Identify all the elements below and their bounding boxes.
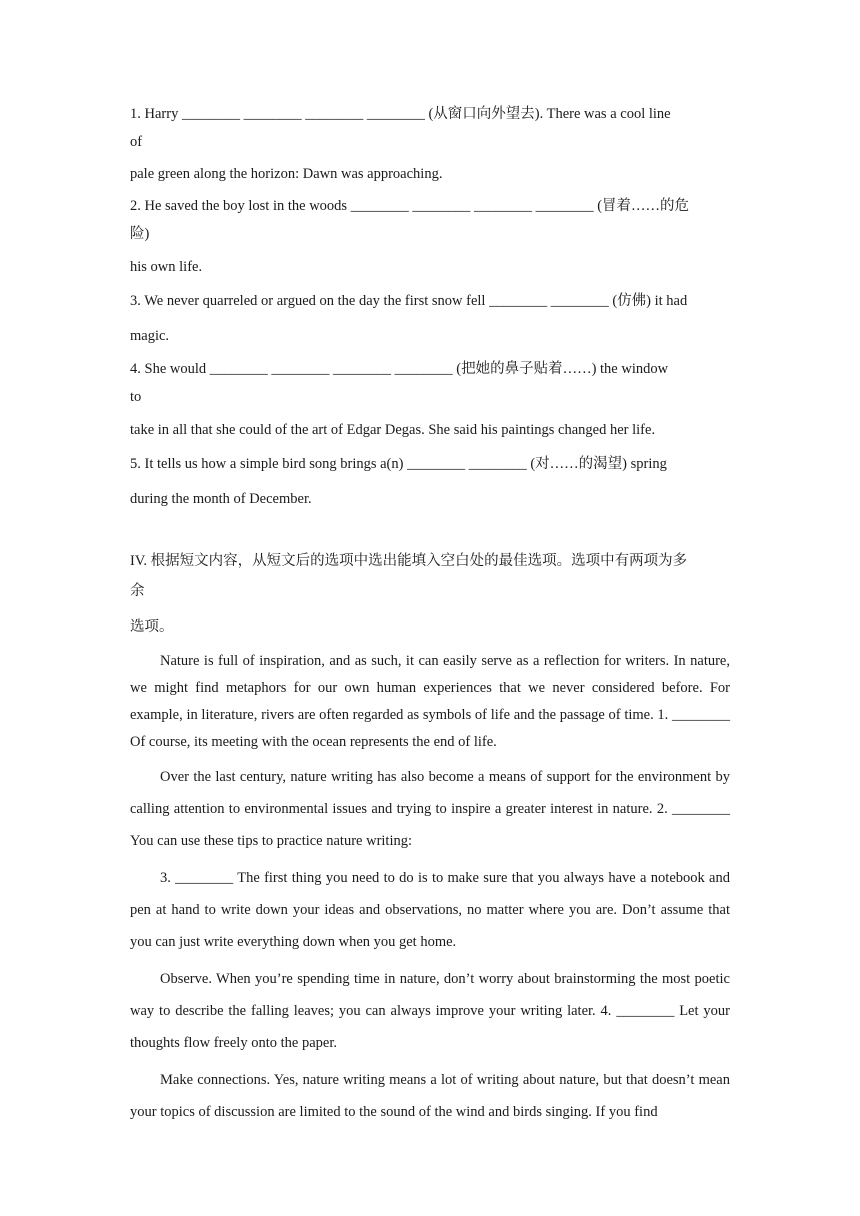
question-5 xyxy=(130,448,730,518)
passage xyxy=(130,648,730,1128)
question-4-line-3: take in all that she could of the art of Edgar Degas. She said his paintings changed her life. xyxy=(130,422,656,438)
question-3-line-1: 3. We never quarreled or argued on the day the first snow fell ________ ________ (仿佛) it had xyxy=(130,293,688,309)
document-page xyxy=(130,100,730,1133)
question-4-line-1: 4. She would ________ ________ ________ ________ (把她的鼻子贴着……) the window xyxy=(130,361,669,377)
section-4-title-line-1: IV. 根据短文内容，从短文后的选项中选出能填入空白处的最佳选项。选项中有两项为多 xyxy=(130,553,688,569)
section-4-title-line-3: 选项。 xyxy=(130,619,174,635)
section-4-heading xyxy=(130,546,730,642)
question-4 xyxy=(130,355,730,444)
passage-paragraph-2: Over the last century, nature writing has also become a means of support for the environment by calling attention to environmental issues and trying to inspire a greater interest in nature. 2. ________ You can use these tips to practice nature writing: xyxy=(130,769,730,849)
question-1 xyxy=(130,100,730,188)
question-4-line-2: to xyxy=(130,389,142,405)
question-1-line-3: pale green along the horizon: Dawn was approaching. xyxy=(130,166,443,182)
question-5-line-2: during the month of December. xyxy=(130,491,312,507)
question-5-line-1: 5. It tells us how a simple bird song brings a(n) ________ ________ (对……的渴望) spring xyxy=(130,456,667,472)
passage-paragraph-5: Make connections. Yes, nature writing means a lot of writing about nature, but that doesn’t mean your topics of discussion are limited to the sound of the wind and birds singing. If you find xyxy=(130,1072,730,1120)
section-4-title-line-2: 余 xyxy=(130,583,145,599)
question-3 xyxy=(130,285,730,355)
passage-paragraph-4: Observe. When you’re spending time in nature, don’t worry about brainstorming the most poetic way to describe the falling leaves; you can always improve your writing later. 4. ________ Let your thoughts flow freely onto the paper. xyxy=(130,971,730,1051)
question-2-line-2: 险) xyxy=(130,226,150,242)
question-1-line-1: 1. Harry ________ ________ ________ ________ (从窗口向外望去). There was a cool line xyxy=(130,106,671,122)
passage-paragraph-1: Nature is full of inspiration, and as such, it can easily serve as a reflection for writers. In nature, we might find metaphors for our own human experiences that we never considered before. For example, in literature, rivers are often regarded as symbols of life and the passage of time. 1. ________ Of course, its meeting with the ocean represents the end of life. xyxy=(130,653,730,750)
passage-paragraph-3: 3. ________ The first thing you need to do is to make sure that you always have a notebook and pen at hand to write down your ideas and observations, no matter where you are. Don’t assume that you can just write everything down when you get home. xyxy=(130,870,730,950)
question-2-line-1: 2. He saved the boy lost in the woods ________ ________ ________ ________ (冒着……的危 xyxy=(130,198,690,214)
question-1-line-2: of xyxy=(130,134,143,150)
question-2-line-3: his own life. xyxy=(130,259,203,275)
question-3-line-2: magic. xyxy=(130,328,170,344)
question-2 xyxy=(130,192,730,281)
